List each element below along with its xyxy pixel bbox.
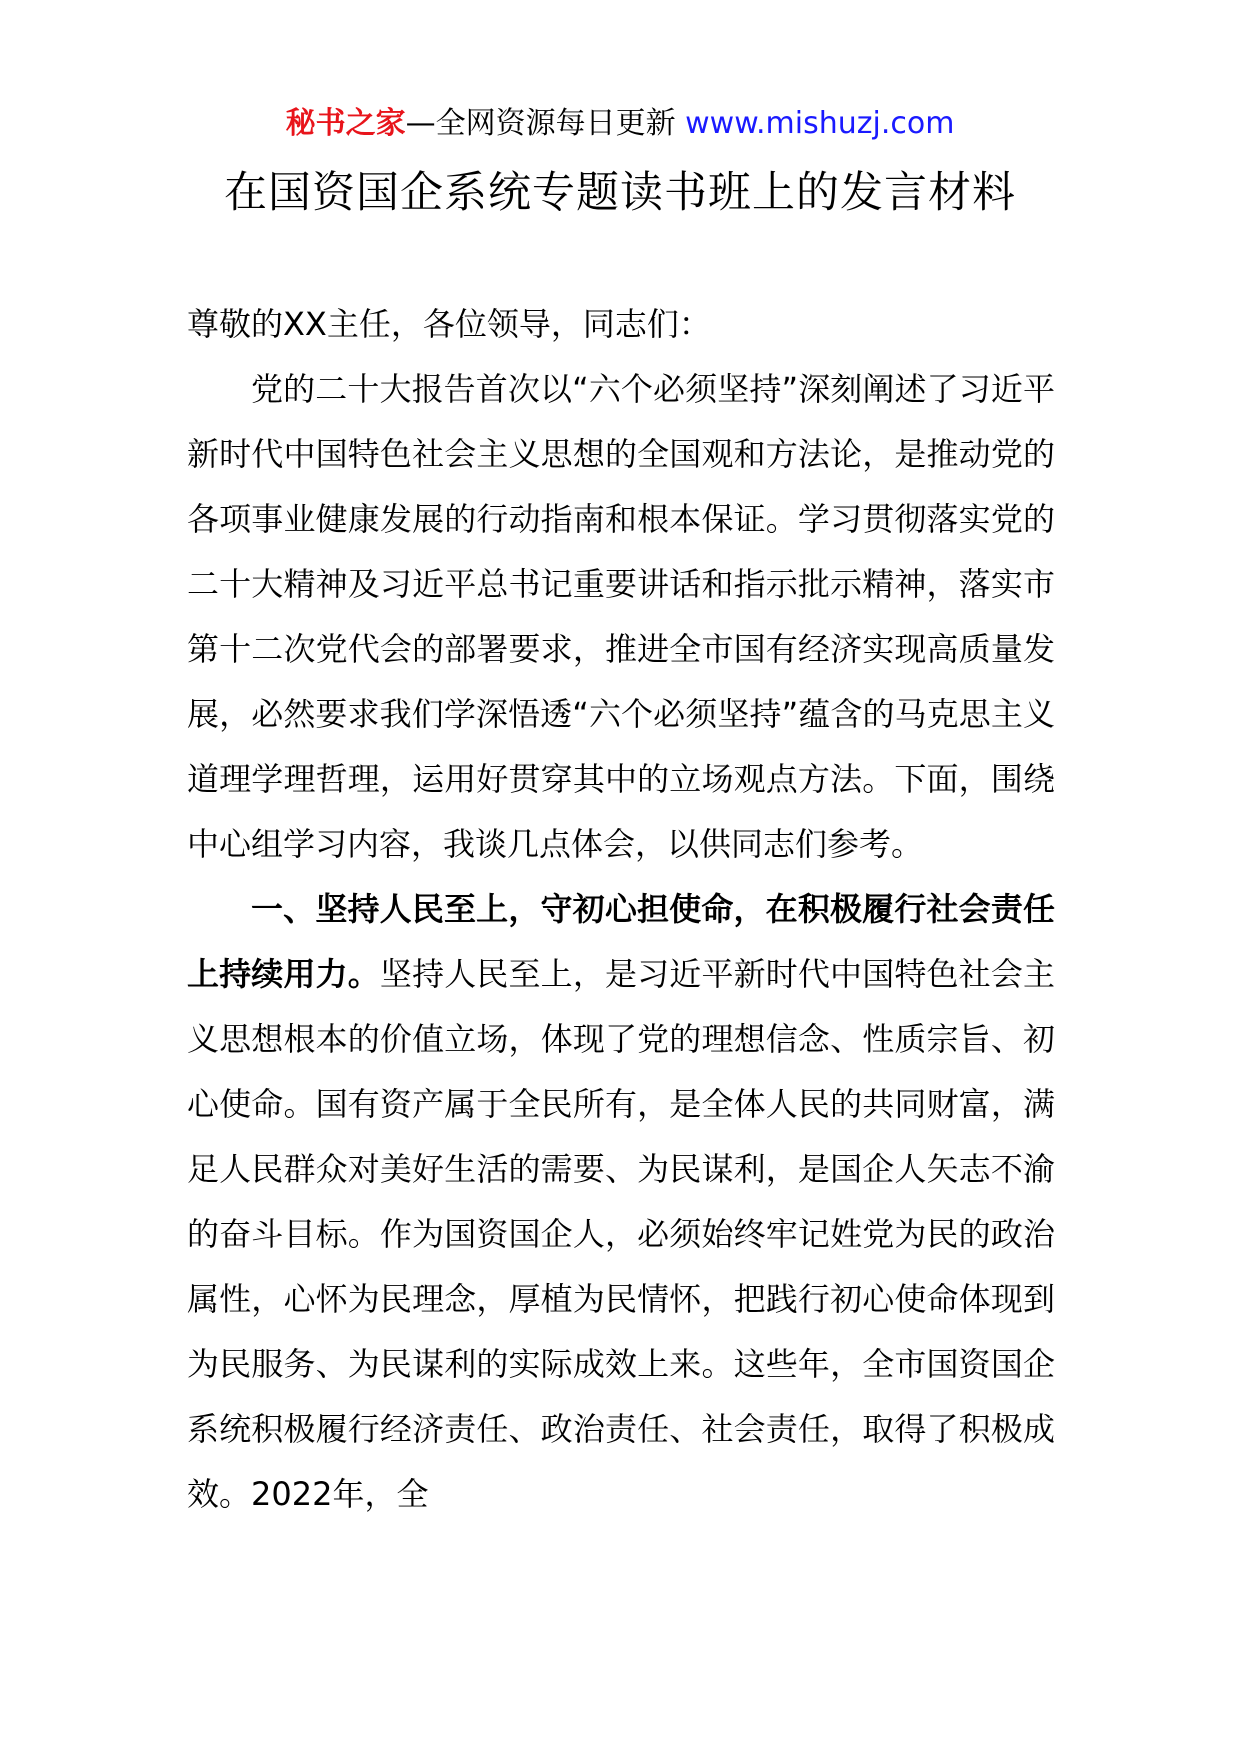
document-body [187, 292, 1055, 1527]
site-url-link[interactable]: www.mishuzj.com [685, 106, 955, 141]
paragraph-section-1 [187, 877, 1055, 1527]
header-tagline: —全网资源每日更新 [405, 106, 676, 141]
salutation: 尊敬的XX主任，各位领导，同志们： [187, 305, 711, 343]
document-title: 在国资国企系统专题读书班上的发言材料 [224, 168, 1016, 218]
section-1-heading: 一、坚持人民至上，守初心担使命，在积极履行社会责任上持续用力。 [187, 890, 1055, 993]
brand-name: 秘书之家 [285, 106, 406, 141]
site-header [0, 104, 1240, 144]
paragraph-intro: 党的二十大报告首次以“六个必须坚持”深刻阐述了习近平新时代中国特色社会主义思想的全国观和方法论，是推动党的各项事业健康发展的行动指南和根本保证。学习贯彻落实党的二十大精神及习近平总书记重要讲话和指示批示精神，落实市第十二次党代会的部署要求，推进全市国有经济实现高质量发展，必然要求我们学深悟透“六个必须坚持”蕴含的马克思主义道理学理哲理，运用好贯穿其中的立场观点方法。下面，围绕中心组学习内容，我谈几点体会，以供同志们参考。 [187, 370, 1055, 863]
section-1-body: 坚持人民至上，是习近平新时代中国特色社会主义思想根本的价值立场，体现了党的理想信念、性质宗旨、初心使命。国有资产属于全民所有，是全体人民的共同财富，满足人民群众对美好生活的需要、为民谋利，是国企人矢志不渝的奋斗目标。作为国资国企人，必须始终牢记姓党为民的政治属性，心怀为民理念，厚植为民情怀，把践行初心使命体现到为民服务、为民谋利的实际成效上来。这些年，全市国资国企系统积极履行经济责任、政治责任、社会责任，取得了积极成效。2022年，全 [187, 955, 1055, 1513]
